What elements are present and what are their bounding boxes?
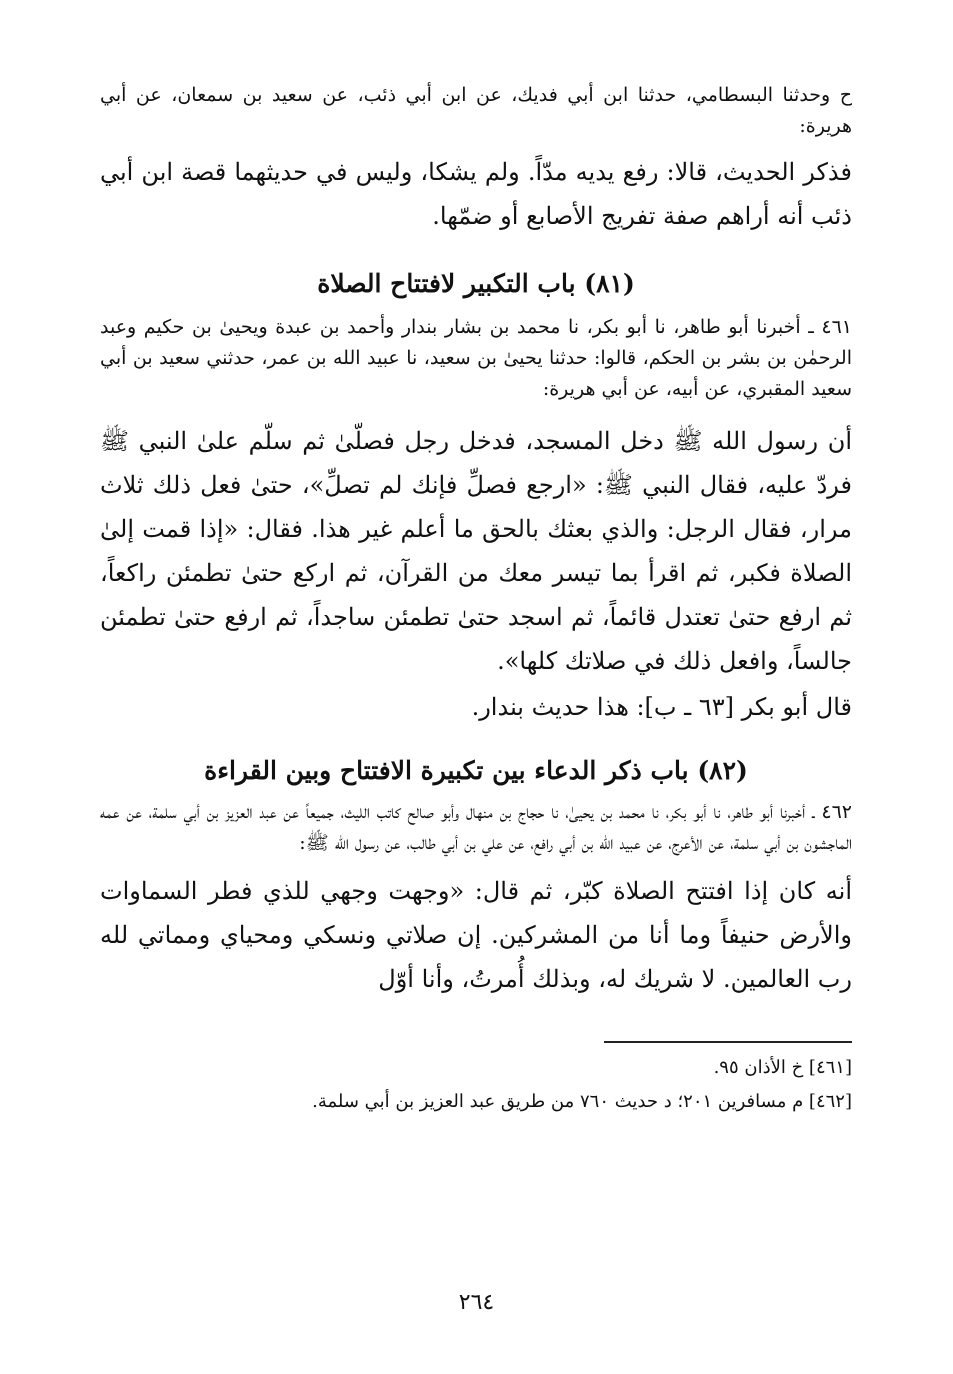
hadith-text-intro: فذكر الحديث، قالا: رفع يديه مدّاً. ولم يشكا، وليس في حديثهما قصة ابن أبي ذئب أنه أراهم صفة تفريج الأصابع أو ضمّها. (100, 158, 852, 230)
hadith-note-461: قال أبو بكر [٦٣ ـ ب]: هذا حديث بندار. (471, 693, 852, 721)
book-page (100, 80, 852, 1119)
hadith-chain-461: ٤٦١ ـ أخبرنا أبو طاهر، نا أبو بكر، نا محمد بن بشار بندار وأحمد بن عبدة ويحيىٰ بن حكيم وعبد الرحمٰن بن بشر بن الحكم، قالوا: حدثنا يحيىٰ بن سعيد، نا عبيد الله بن عمر، حدثني سعيد بن أبي سعيد المقبري، عن أبيه، عن أبي هريرة: (100, 316, 852, 400)
hadith-chain-intro: ح وحدثنا البسطامي، حدثنا ابن أبي فديك، عن ابن أبي ذئب، عن سعيد بن سمعان، عن أبي هريرة: (100, 84, 852, 137)
footnote-461: [٤٦١] خ الأذان ٩٥. (713, 1057, 852, 1078)
footnote-divider (604, 1041, 852, 1043)
chapter-heading-81: (٨١) باب التكبير لافتتاح الصلاة (317, 269, 635, 298)
hadith-text-461: أن رسول الله ﷺ دخل المسجد، فدخل رجل فصلّىٰ ثم سلّم علىٰ النبي ﷺ فردّ عليه، فقال النبي ﷺ: «ارجع فصلِّ فإنك لم تصلِّ»، حتىٰ فعل ذلك ثلاث مرار، فقال الرجل: والذي بعثك بالحق ما أعلم غير هذا. فقال: «إذا قمت إلىٰ الصلاة فكبر، ثم اقرأ بما تيسر معك من القرآن، ثم اركع حتىٰ تطمئن راكعاً، ثم ارفع حتىٰ تعتدل قائماً، ثم اسجد حتىٰ تطمئن ساجداً، ثم ارفع حتىٰ تطمئن جالساً، وافعل ذلك في صلاتك كلها». (100, 427, 852, 675)
page-number: ٢٦٤ (458, 1290, 495, 1315)
footnote-462: [٤٦٢] م مسافرين ٢٠١؛ د حديث ٧٦٠ من طريق عبد العزيز بن أبي سلمة. (312, 1091, 852, 1112)
chapter-heading-82: (٨٢) باب ذكر الدعاء بين تكبيرة الافتتاح وبين القراءة (204, 756, 748, 785)
hadith-chain-462: ٤٦٢ ـ أخبرنا أبو طاهر، نا أبو بكر، نا محمد بن يحيىٰ، نا حجاج بن منهال وأبو صالح كاتب الليث، جميعاً عن عبد العزيز بن أبي سلمة، عن عمه الماجشون بن أبي سلمة، عن الأعرج، عن عبيد الله بن أبي رافع، عن علي بن أبي طالب، عن رسول الله ﷺ: (100, 801, 852, 854)
hadith-text-462: أنه كان إذا افتتح الصلاة كبّر، ثم قال: «وجهت وجهي للذي فطر السماوات والأرض حنيفاً وما أنا من المشركين. إن صلاتي ونسكي ومحياي ومماتي لله رب العالمين. لا شريك له، وبذلك أُمرتُ، وأنا أوّل (100, 877, 852, 993)
